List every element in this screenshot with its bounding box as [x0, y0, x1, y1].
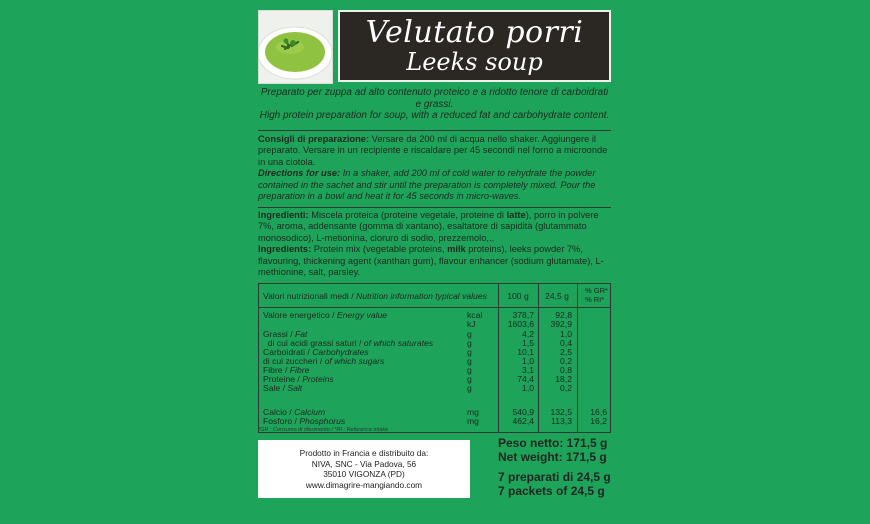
value-per-100g: 1603,6 [507, 319, 534, 329]
nutrition-table-header [259, 284, 610, 308]
column-ri: % RI* [585, 295, 605, 304]
value-per-portion: 18,2 [555, 374, 572, 384]
value-per-portion: 132,5 [550, 407, 572, 417]
description-italian: Preparato per zuppa ad alto contenuto proteico e a ridotto tenore di carboidrati e grassi. [260, 87, 609, 110]
divider [258, 207, 611, 208]
nutrient-unit: g [467, 383, 472, 393]
nutrient-unit: g [467, 347, 472, 357]
distributor-box [258, 440, 470, 498]
column-portion: 24,5 g [545, 291, 569, 301]
nutrient-name-en: of which saturates [363, 338, 434, 348]
value-per-portion: 0,2 [560, 383, 572, 393]
nutrient-label: Carboidrati / Carbohydrates [263, 347, 369, 357]
product-description [258, 87, 611, 122]
allergen-it: latte [506, 210, 526, 220]
weight-info [498, 437, 611, 498]
product-title-italian: Velutato porri [365, 15, 584, 50]
net-weight-en: Net weight: 171,5 g [498, 449, 607, 464]
value-per-portion: 0,2 [560, 356, 572, 366]
nutrient-label: Proteine / Proteins [263, 374, 334, 384]
distributor-city: 35010 VIGONZA (PD) [323, 469, 405, 479]
nutrient-name-en: Fibre [289, 365, 310, 375]
value-per-100g: 1,0 [522, 383, 534, 393]
nutrition-header-label: Valori nutrizionali medi / Nutrition information typical values [263, 291, 487, 301]
ingredients-text-it: Miscela proteica (proteine vegetale, proteine di [308, 210, 507, 220]
value-per-portion: 0,4 [560, 338, 572, 348]
value-per-100g: 462,4 [512, 416, 534, 426]
table-divider [577, 284, 578, 432]
nutrient-unit: mg [467, 416, 479, 426]
ingredients-section [258, 210, 611, 278]
nutrient-label: di cui zuccheri / of which sugars [263, 356, 385, 366]
nutrient-name-it: Fibre [263, 365, 283, 375]
divider [258, 130, 611, 131]
nutrient-name-it: Fosforo [263, 416, 293, 426]
nutrient-label: Fibre / Fibre [263, 365, 310, 375]
value-per-portion: 113,3 [551, 416, 572, 426]
nutrient-name-it: Grassi [263, 329, 288, 339]
soup-bowl-icon [259, 11, 332, 83]
table-divider [538, 284, 539, 432]
nutrition-footnote: *GR : Consumo di riferimento / *RI : Reference intake [258, 427, 389, 433]
soup-bowl-image [258, 10, 333, 84]
value-per-portion: 2,5 [560, 347, 572, 357]
nutrient-name-en: Carbohydrates [312, 347, 369, 357]
preparation-english [258, 168, 611, 202]
nutrient-name-en: Salt [287, 383, 303, 393]
preparation-label-en: Directions for use: [258, 168, 341, 179]
preparation-label-it: Consigli di preparazione: [258, 134, 370, 144]
nutrient-label: Fosforo / Phosphorus [263, 416, 346, 426]
product-title-english: Leeks soup [406, 48, 543, 76]
nutrient-unit: g [467, 356, 472, 366]
preparation-text-it: Versare da 200 ml di acqua nello shaker. Aggiungere il preparato. Versare in un recipiente e riscaldare per 45 secondi nel forno a microonde in una ciotola. [258, 134, 608, 167]
nutrient-name-it: Sale [263, 383, 281, 393]
ingredients-label-en: Ingredients: [258, 244, 312, 255]
value-per-portion: 392,9 [550, 319, 572, 329]
ingredients-italian [258, 210, 611, 244]
nutrition-table [258, 283, 611, 433]
nutrient-unit: g [467, 338, 472, 348]
nutrition-header-it: Valori nutrizionali medi [263, 291, 349, 301]
distributor-website: www.dimagrire-mangiando.com [305, 479, 423, 490]
ingredients-text-en: Protein mix (vegetable proteins, [311, 244, 448, 255]
nutrient-label: Valore energetico / Energy value [263, 310, 388, 320]
nutrient-unit: g [467, 374, 472, 384]
allergen-en: milk [447, 244, 466, 255]
distributor-address: NIVA, SNC - Via Padova, 56 [311, 458, 417, 469]
preparation-italian [258, 134, 611, 168]
nutrient-unit: g [467, 365, 472, 375]
nutrient-name-it: Valore energetico [263, 310, 330, 320]
table-divider [498, 284, 499, 432]
preparation-text-en: In a shaker, add 200 ml of cold water to rehydrate the powder contained in the sachet and stir until the preparation is completely mixed. Pour the preparation in a bowl and heat it for 45 seconds in micro-waves. [258, 168, 596, 202]
packets-it: 7 preparati di 24,5 g [498, 470, 611, 485]
nutrition-header-en: Nutrition information typical values [356, 291, 487, 301]
value-per-100g: 540,9 [512, 407, 534, 417]
nutrient-name-en: Phosphorus [299, 416, 346, 426]
nutrient-name-en: Energy value [336, 310, 388, 320]
nutrient-name-en: Calcium [294, 407, 326, 417]
nutrient-unit: g [467, 329, 472, 339]
column-100g: 100 g [507, 291, 529, 301]
nutrient-label: di cui acidi grassi saturi / of which saturates [263, 338, 434, 348]
nutrient-name-en: Proteins [302, 374, 334, 384]
nutrient-name-it: Calcio [263, 407, 287, 417]
net-weight-it: Peso netto: 171,5 g [498, 436, 608, 450]
product-title-box [338, 10, 611, 82]
nutrient-name-en: of which sugars [324, 356, 385, 366]
nutrient-label: Calcio / Calcium [263, 407, 326, 417]
nutrient-label: Grassi / Fat [263, 329, 308, 339]
column-gr: % GR* [585, 286, 608, 295]
nutrient-label: Sale / Salt [263, 383, 303, 393]
nutrient-unit: mg [467, 407, 479, 417]
description-english: High protein preparation for soup, with a reduced fat and carbohydrate content. [259, 110, 610, 121]
nutrient-name-it: di cui zuccheri [263, 356, 318, 366]
reference-intake-percent: 16,2 [590, 416, 607, 426]
nutrient-unit: kcal [467, 310, 483, 320]
reference-intake-percent: 16,6 [590, 407, 607, 417]
value-per-100g: 4,2 [522, 329, 534, 339]
value-per-100g: 1,5 [522, 338, 534, 348]
nutrient-name-en: Fat [295, 329, 308, 339]
value-per-portion: 0,8 [560, 365, 572, 375]
value-per-100g: 10,1 [517, 347, 534, 357]
nutrient-name-it: Proteine [263, 374, 296, 384]
ingredients-english [258, 244, 611, 278]
nutrient-name-it: di cui acidi grassi saturi [263, 338, 357, 348]
value-per-portion: 1,0 [560, 329, 572, 339]
value-per-100g: 3,1 [522, 365, 534, 375]
value-per-100g: 74,4 [517, 374, 534, 384]
value-per-100g: 1,0 [522, 356, 534, 366]
nutrient-unit: kJ [467, 319, 476, 329]
packets-en: 7 packets of 24,5 g [498, 483, 605, 498]
preparation-section [258, 134, 611, 202]
ingredients-label-it: Ingredienti: [258, 210, 309, 220]
value-per-portion: 92,8 [555, 310, 572, 320]
ingredients-text-it-2: ), porro in polvere 7%, aroma, addensante (gomma di xantano), esaltatore di sapidità (glutammato monosodico), L-metionina, cloruro di sodio, prezzemolo,.. [258, 210, 599, 243]
distributor-line: Prodotto in Francia e distribuito da: [299, 448, 429, 458]
value-per-100g: 378,7 [512, 310, 534, 320]
ingredients-text-en-2: proteins), leeks powder 7%, flavouring, thickening agent (xanthan gum), flavour enhancer (sodium glutamate), L-methionine, salt, parsley. [258, 244, 604, 278]
nutrient-name-it: Carboidrati [263, 347, 306, 357]
